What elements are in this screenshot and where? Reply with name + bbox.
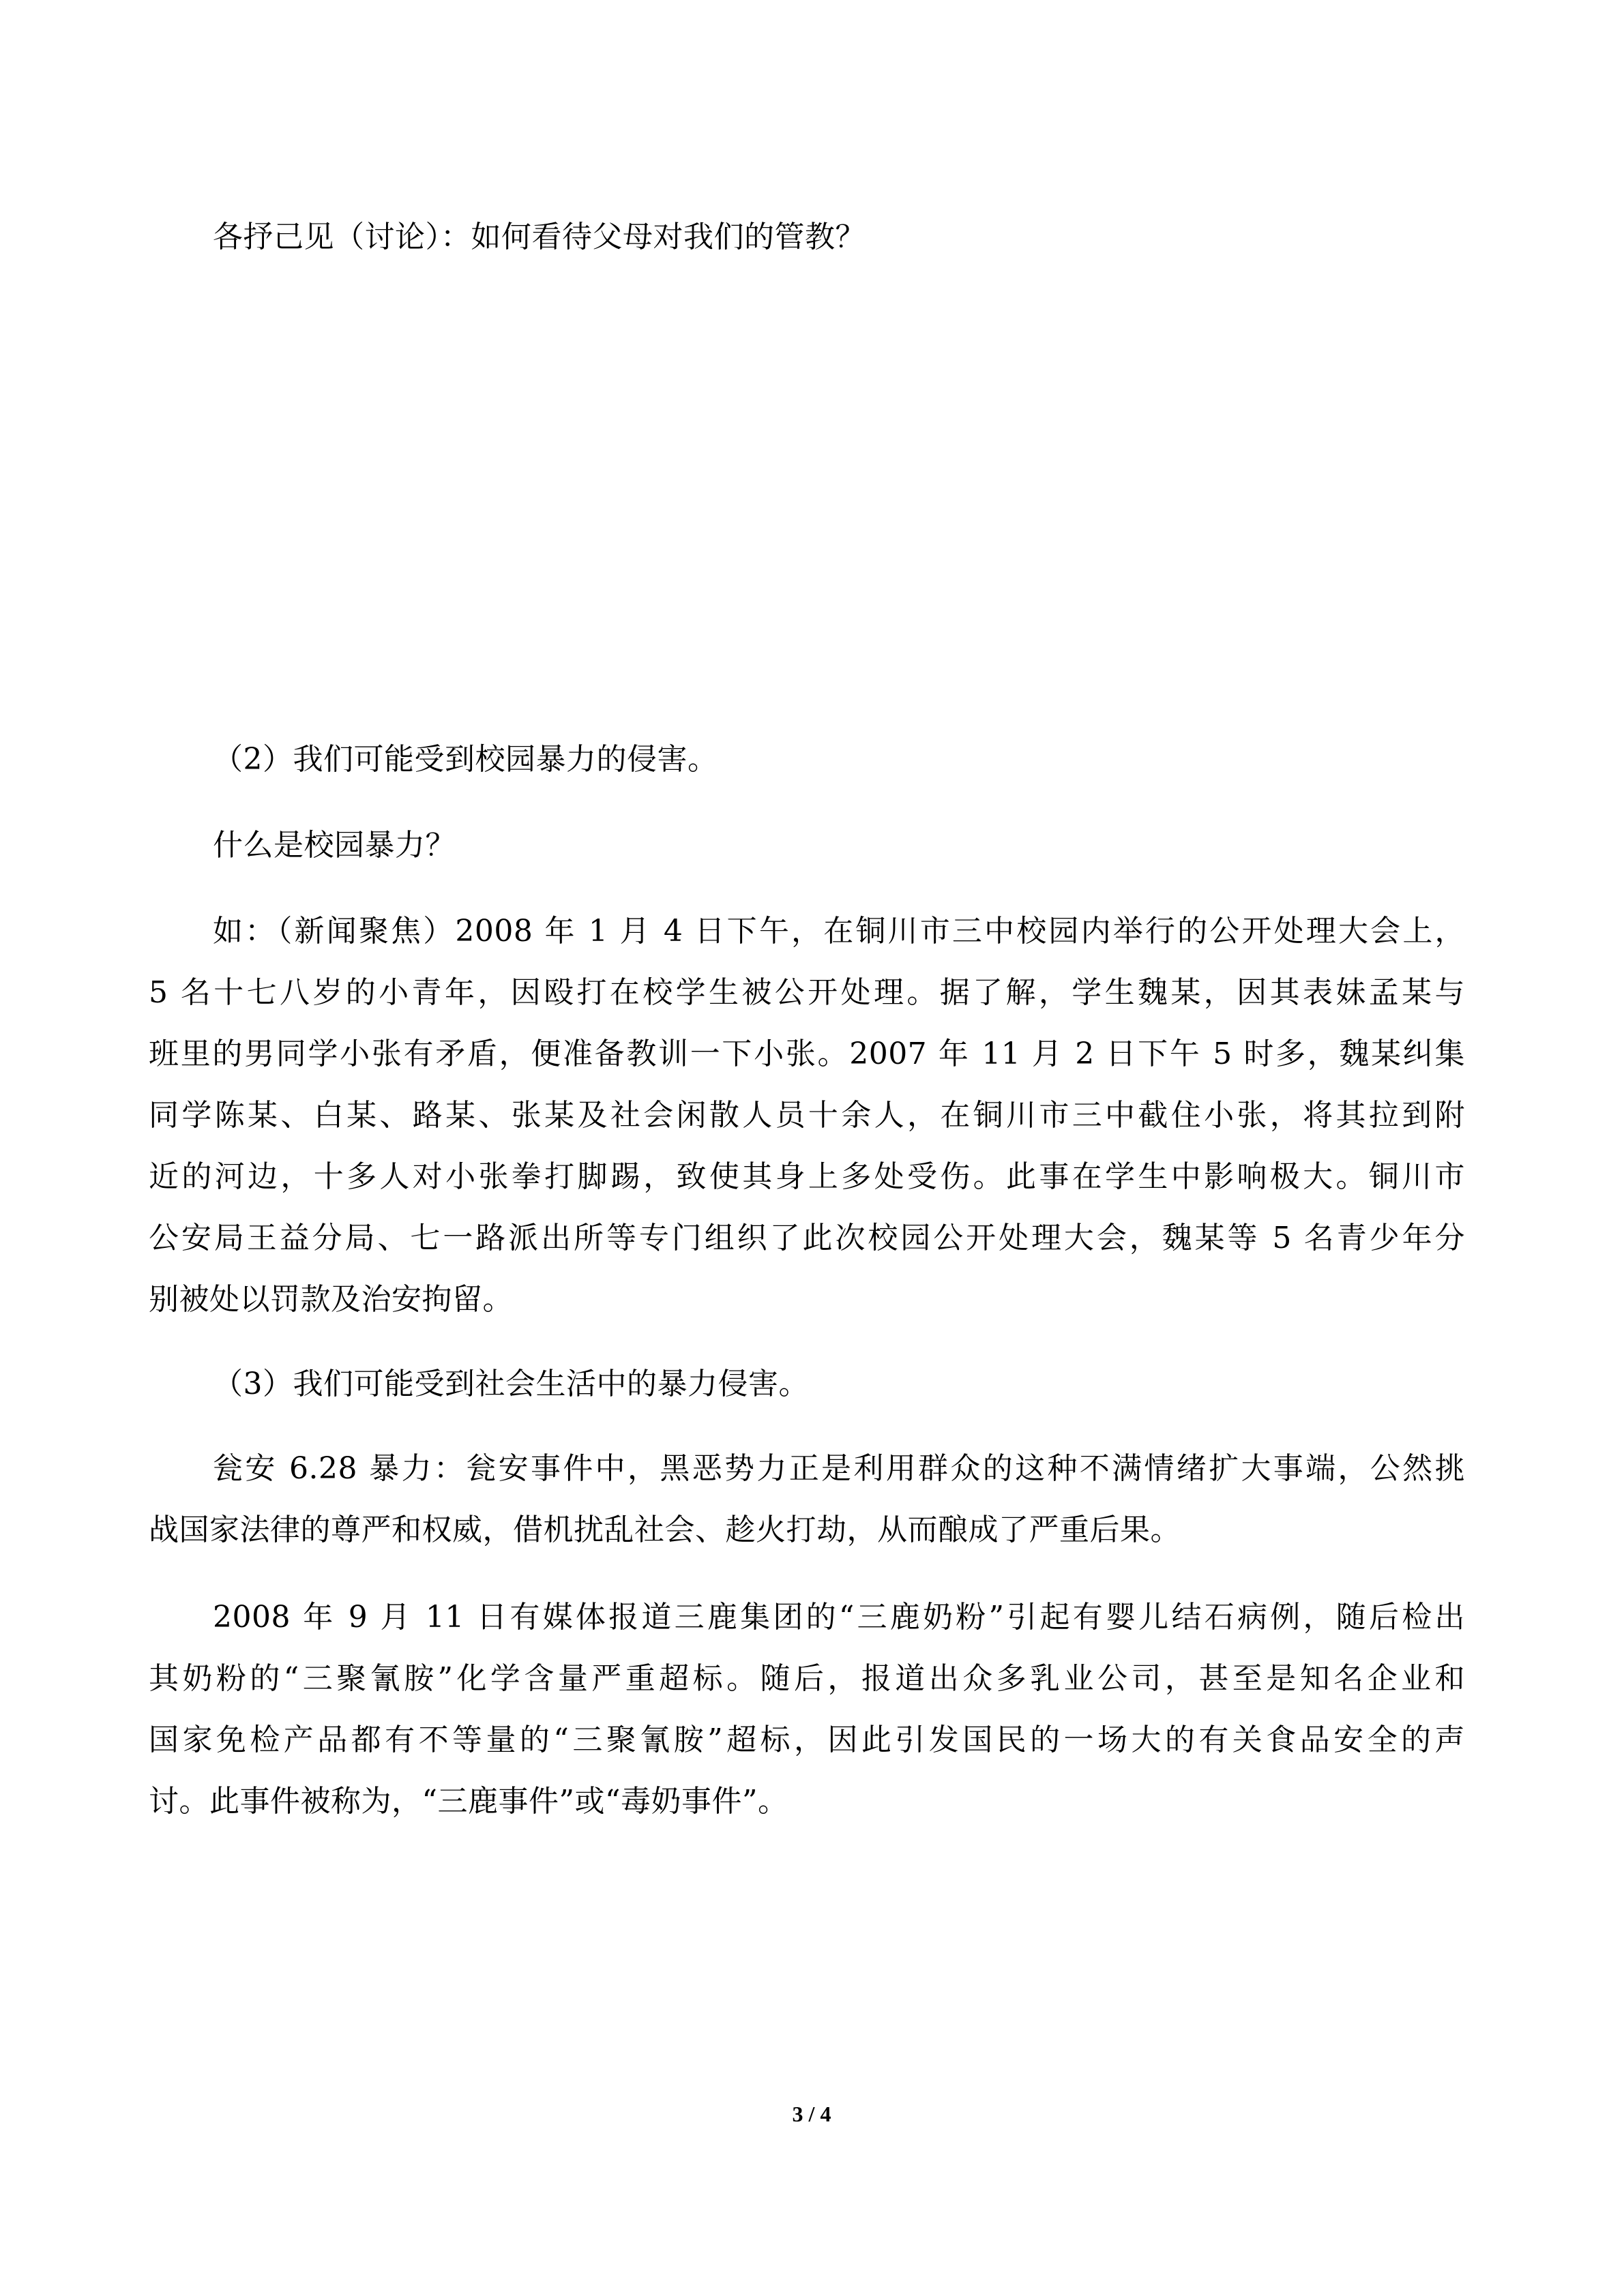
paragraph-line: 5 名十七八岁的小青年，因殴打在校学生被公开处理。据了解，学生魏某，因其表妹孟某与 [149, 975, 1465, 1010]
page-number: 3 / 4 [792, 2102, 831, 2126]
paragraph-line: 同学陈某、白某、路某、张某及社会闲散人员十余人，在铜川市三中截住小张，将其拉到附 [149, 1098, 1465, 1133]
paragraph-line: 2008 年 9 月 11 日有媒体报道三鹿集团的“三鹿奶粉”引起有婴儿结石病例，随后检出 [213, 1600, 1465, 1635]
paragraph-line: 近的河边，十多人对小张拳打脚踢，致使其身上多处受伤。此事在学生中影响极大。铜川市 [149, 1159, 1465, 1194]
discussion-prompt: 各抒己见（讨论）：如何看待父母对我们的管教？ [213, 220, 866, 254]
paragraph-line: 别被处以罚款及治安拘留。 [149, 1282, 513, 1317]
section-3-heading: （3）我们可能受到社会生活中的暴力侵害。 [213, 1367, 809, 1401]
paragraph-line: 讨。此事件被称为，“三鹿事件”或“毒奶事件”。 [149, 1784, 788, 1819]
section-2-question: 什么是校园暴力？ [213, 828, 456, 863]
paragraph-line: 国家免检产品都有不等量的“三聚氰胺”超标，因此引发国民的一场大的有关食品安全的声 [149, 1723, 1465, 1757]
paragraph-line: 公安局王益分局、七一路派出所等专门组织了此次校园公开处理大会，魏某等 5 名青少年分 [149, 1221, 1465, 1255]
paragraph-line: 班里的男同学小张有矛盾，便准备教训一下小张。2007 年 11 月 2 日下午 5 时多，魏某纠集 [149, 1037, 1465, 1071]
paragraph-line: 战国家法律的尊严和权威，借机扰乱社会、趁火打劫，从而酿成了严重后果。 [149, 1512, 1181, 1547]
paragraph-line: 如：（新闻聚焦）2008 年 1 月 4 日下午，在铜川市三中校园内举行的公开处理大会上， [213, 914, 1465, 949]
section-2-heading: （2）我们可能受到校园暴力的侵害。 [213, 742, 718, 777]
paragraph-line: 其奶粉的“三聚氰胺”化学含量严重超标。随后，报道出众多乳业公司，甚至是知名企业和 [149, 1661, 1465, 1696]
paragraph-line: 瓮安 6.28 暴力：瓮安事件中，黑恶势力正是利用群众的这种不满情绪扩大事端，公然挑 [213, 1451, 1465, 1486]
